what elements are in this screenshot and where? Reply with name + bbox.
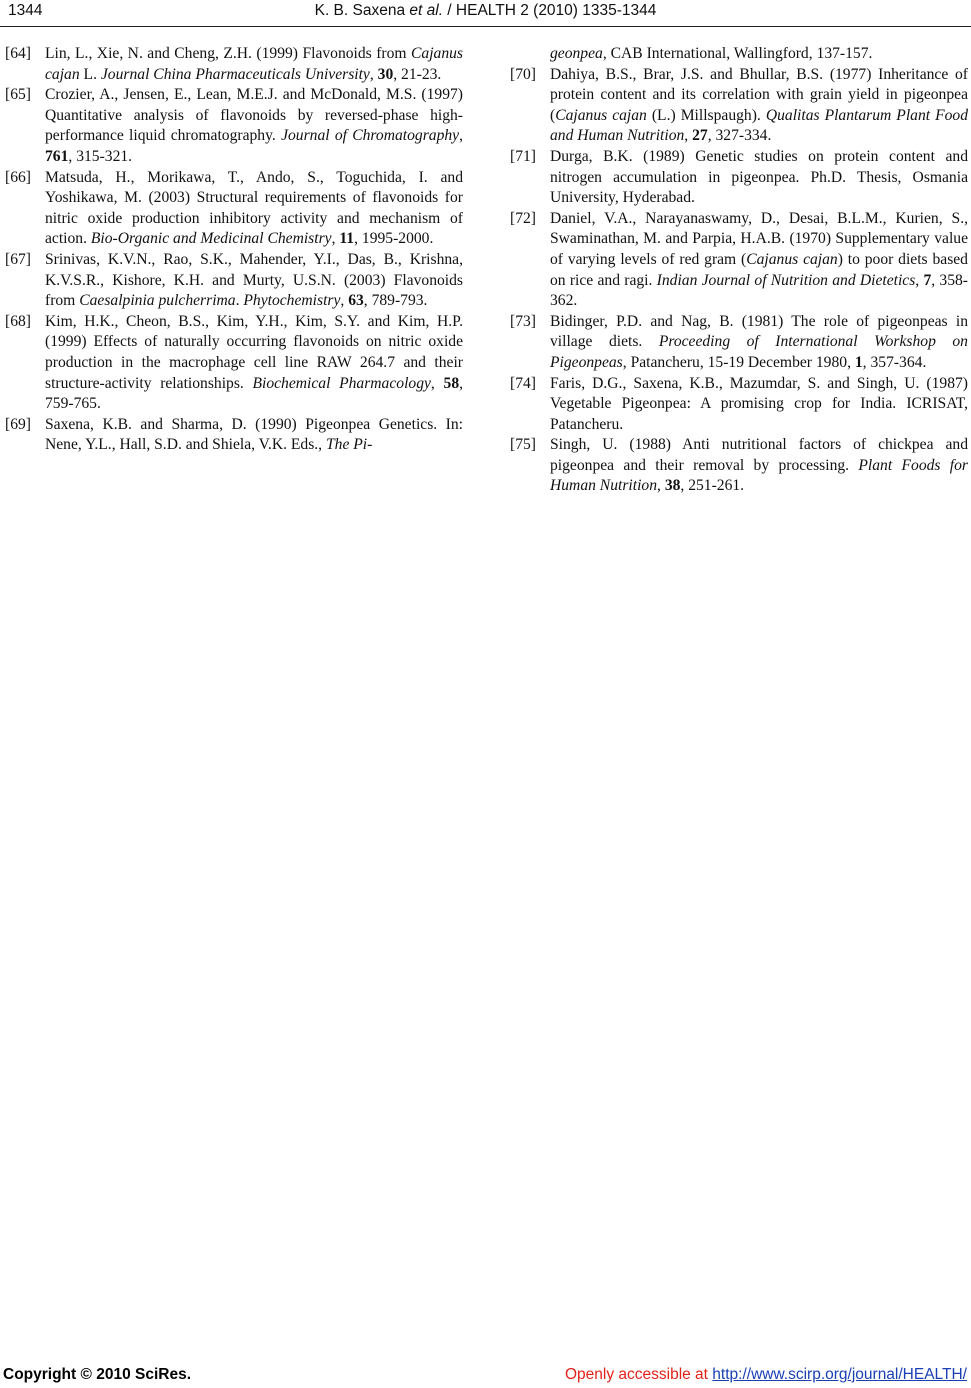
reference-number: [66] [5,168,31,186]
reference-text: Dahiya, B.S., Brar, J.S. and Bhullar, B.S. (1977) Inheritance of protein content and its correlation with grain yield in pigeonpea (Cajanus cajan (L.) Millspaugh). Qualitas Plantarum Plant Food and Human Nutrition, 27, 327-334. [550,65,968,145]
reference-number: [74] [510,374,536,392]
reference-text: Bidinger, P.D. and Nag, B. (1981) The role of pigeonpeas in village diets. Proceeding of International Workshop on Pigeonpeas, Patancheru, 15-19 December 1980, 1, 357-364. [550,312,968,371]
reference-66 [5,168,463,250]
reference-number: [73] [510,312,536,330]
reference-number: [67] [5,250,31,268]
open-access-notice: Openly accessible at http://www.scirp.org/journal/HEALTH/ [564,1366,967,1383]
reference-text: Kim, H.K., Cheon, B.S., Kim, Y.H., Kim, S.Y. and Kim, H.P. (1999) Effects of naturally occurring flavonoids on nitric oxide production in the macrophage cell line RAW 264.7 and their structure-activity relationships. Biochemical Pharmacology, 58, 759-765. [45,312,464,413]
reference-68 [5,312,463,415]
reference-64 [5,44,463,85]
reference-73 [510,312,968,374]
reference-75 [510,435,968,497]
reference-70 [510,65,968,147]
reference-number: [69] [5,415,31,433]
reference-71 [510,147,968,209]
reference-72 [510,209,968,312]
journal-link[interactable]: http://www.scirp.org/journal/HEALTH/ [712,1366,967,1383]
reference-text: Lin, L., Xie, N. and Cheng, Z.H. (1999) Flavonoids from Cajanus cajan L. Journal China Pharmaceuticals University, 30, 21-23. [45,45,463,83]
reference-text: Matsuda, H., Morikawa, T., Ando, S., Toguchida, I. and Yoshikawa, M. (2003) Structural requirements of flavonoids for nitric oxide production inhibitory activity and mechanism of action. Bio-Organic and Medicinal Chemistry, 11, 1995-2000. [45,168,463,248]
reference-69 [5,415,463,456]
page-header [0,0,971,26]
reference-text: Faris, D.G., Saxena, K.B., Mazumdar, S. and Singh, U. (1987) Vegetable Pigeonpea: A promising crop for India. ICRISAT, Patancheru. [550,374,968,433]
reference-text: Saxena, K.B. and Sharma, D. (1990) Pigeonpea Genetics. In: Nene, Y.L., Hall, S.D. and Shiela, V.K. Eds., The Pi- [45,415,463,454]
reference-number: [75] [510,436,536,454]
reference-number: [70] [510,65,536,83]
reference-67 [5,250,463,312]
reference-text: Crozier, A., Jensen, E., Lean, M.E.J. and McDonald, M.S. (1997) Quantitative analysis of flavonoids by reversed-phase high-performance liquid chromatography. Journal of Chromatography, 761, 315-321. [45,86,463,165]
reference-number: [64] [5,45,31,62]
page-number: 1344 [8,2,43,19]
reference-text: Durga, B.K. (1989) Genetic studies on protein content and nitrogen accumulation in pigeonpea. Ph.D. Thesis, Osmania University, Hyderabad. [550,147,968,207]
reference-text: Daniel, V.A., Narayanaswamy, D., Desai, B.L.M., Kurien, S., Swaminathan, M. and Parpia, H.A.B. (1970) Supplementary value of varying levels of red gram (Cajanus cajan) to poor diets based on rice and ragi. Indian Journal of Nutrition and Dietetics, 7, 358-362. [550,209,968,310]
running-head: K. B. Saxena et al. / HEALTH 2 (2010) 1335-1344 [314,2,657,19]
right-column [510,44,968,497]
reference-69-continuation: geonpea, CAB International, Wallingford, 137-157. [550,45,873,62]
reference-text: Singh, U. (1988) Anti nutritional factors of chickpea and pigeonpea and their removal by processing. Plant Foods for Human Nutrition, 38, 251-261. [550,436,969,495]
copyright-notice: Copyright © 2010 SciRes. [3,1366,192,1383]
reference-number: [68] [5,312,31,330]
reference-65 [5,85,463,167]
left-column [5,44,463,456]
reference-text: Srinivas, K.V.N., Rao, S.K., Mahender, Y.I., Das, B., Krishna, K.V.S.R., Kishore, K.H. and Murty, U.S.N. (2003) Flavonoids from Caesalpinia pulcherrima. Phytochemistry, 63, 789-793. [45,250,463,310]
reference-number: [65] [5,86,31,104]
reference-74 [510,374,968,436]
header-rule [0,26,971,27]
reference-number: [71] [510,147,536,165]
page-footer [0,1366,971,1388]
reference-number: [72] [510,209,536,227]
